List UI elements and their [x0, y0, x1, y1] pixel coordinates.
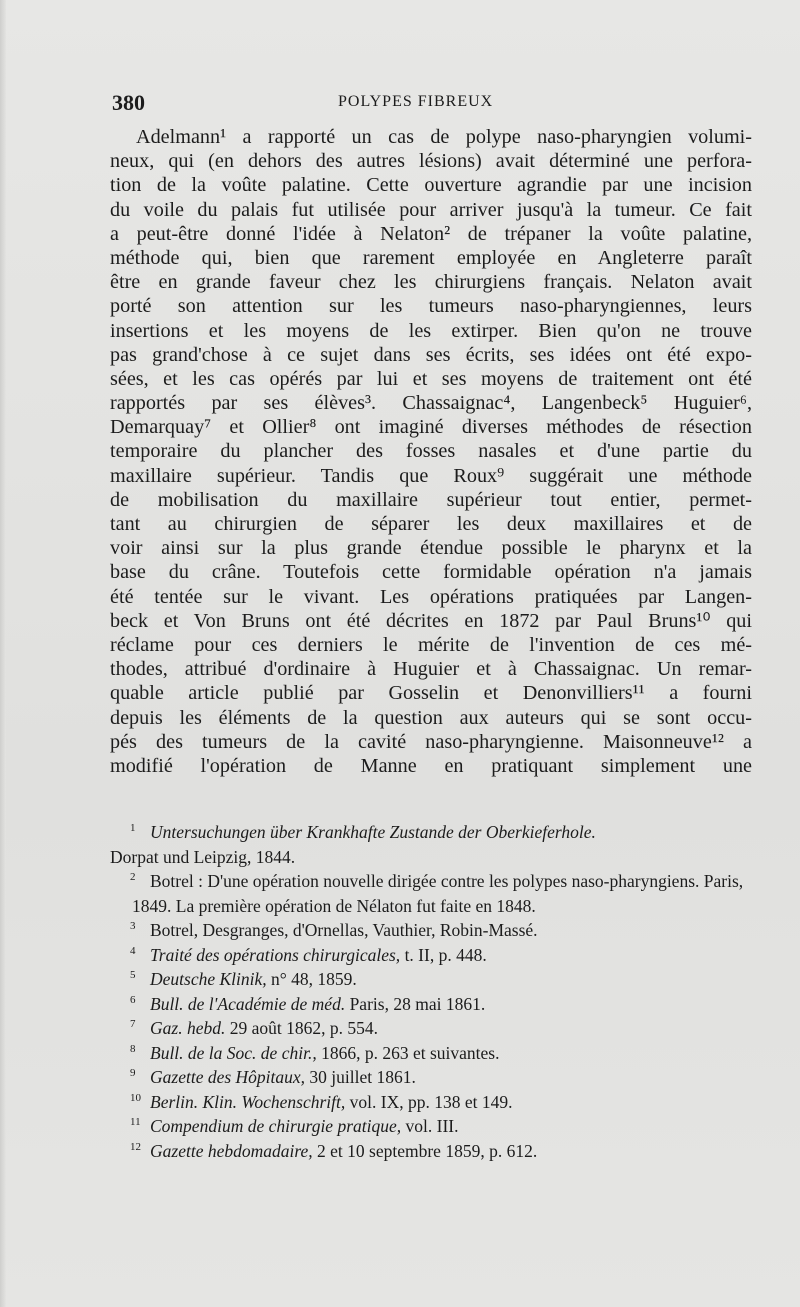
footnote-number: 3 [130, 920, 136, 932]
footnote-title: Deutsche Klinik, [150, 969, 267, 989]
text-line: rapportés par ses élèves³. Chassaignac⁴, Langenbeck⁵ Huguier⁶, [110, 392, 752, 415]
footnote-title: Compendium de chirurgie pratique, [150, 1116, 402, 1136]
footnote-text: Botrel, Desgranges, d'Ornellas, Vauthier, Robin-Massé. [150, 920, 538, 940]
text-line: porté son attention sur les tumeurs naso-pharyngiennes, leurs [110, 295, 752, 318]
footnote [110, 992, 752, 1017]
text-line: a peut-être donné l'idée à Nelaton² de trépaner la voûte palatine, [110, 222, 752, 245]
page-number: 380 [112, 90, 145, 115]
footnote-number: 9 [130, 1067, 136, 1079]
text-line: insertions et les moyens de les extirper. Bien qu'on ne trouve [110, 319, 752, 342]
text-line: neux, qui (en dehors des autres lésions) avait déterminé une perfora- [110, 150, 752, 173]
text-line: Adelmann¹ a rapporté un cas de polype naso-pharyngien volumi- [136, 126, 752, 148]
footnote [110, 820, 752, 869]
footnote-title: Gaz. hebd. [150, 1018, 226, 1038]
footnote-text: 1866, p. 263 et suivantes. [321, 1042, 500, 1063]
footnote-number: 11 [130, 1116, 141, 1128]
text-line: tion de la voûte palatine. Cette ouverture agrandie par une incision [110, 174, 752, 197]
text-line: du voile du palais fut utilisée pour arriver jusqu'à la tumeur. Ce fait [110, 198, 752, 221]
text-line: méthode qui, bien que rarement employée en Angleterre paraît [110, 246, 752, 269]
footnote-title: Bull. de la Soc. de chir., [150, 1042, 317, 1063]
footnote-text: Paris, 28 mai 1861. [349, 993, 486, 1014]
footnotes [110, 820, 752, 1163]
text-line: beck et Von Bruns ont été décrites en 1872 par Paul Bruns¹⁰ qui [110, 609, 752, 632]
footnote [110, 1065, 752, 1090]
footnote-number: 8 [130, 1042, 136, 1055]
footnote-number: 2 [130, 871, 136, 883]
footnote-text: vol. III. [405, 1116, 459, 1136]
footnote [110, 1139, 752, 1164]
footnote-number: 1 [130, 822, 136, 834]
footnote-title: Berlin. Klin. Wochenschrift, [150, 1091, 346, 1112]
footnote-text: 29 août 1862, p. 554. [229, 1018, 378, 1038]
footnote-text: Botrel : D'une opération nouvelle dirigée contre les polypes naso-pharyngiens. Paris, 1849. La première opération de Nélaton fut faite en 1848. [132, 871, 744, 916]
footnote [110, 869, 752, 918]
footnote [110, 1090, 752, 1115]
footnote-title: Bull. de l'Académie de méd. [150, 993, 346, 1014]
footnote-number: 5 [130, 969, 136, 981]
footnote [110, 918, 752, 943]
text-line: modifié l'opération de Manne en pratiquant simplement une [110, 754, 752, 777]
footnote-text: vol. IX, pp. 138 et 149. [349, 1091, 513, 1112]
text-line: réclame pour ces derniers le mérite de l'invention de ces mé- [110, 633, 752, 656]
text-line: thodes, attribué d'ordinaire à Huguier et à Chassaignac. Un remar- [110, 658, 752, 681]
text-line: sées, et les cas opérés par lui et ses moyens de traitement ont été [110, 367, 752, 390]
footnote-number: 4 [130, 944, 136, 957]
text-line: maxillaire supérieur. Tandis que Roux⁹ suggérait une méthode [110, 464, 752, 487]
text-line: voir ainsi sur la plus grande étendue possible le pharynx et la [110, 537, 752, 560]
text-line: depuis les éléments de la question aux auteurs qui se sont occu- [110, 706, 752, 729]
main-text [110, 125, 752, 778]
footnote [110, 1041, 752, 1066]
text-line: été tentée sur le vivant. Les opérations pratiquées par Langen- [110, 585, 752, 608]
footnote-number: 12 [130, 1140, 141, 1153]
text-line: tant au chirurgien de séparer les deux maxillaires et de [110, 513, 752, 535]
footnote-text: t. II, p. 448. [404, 944, 487, 965]
text-line: quable article publié par Gosselin et Denonvilliers¹¹ a fourni [110, 682, 752, 705]
footnote-number: 6 [130, 993, 136, 1006]
footnote-number: 7 [130, 1018, 136, 1030]
footnote [110, 1114, 752, 1139]
footnote [110, 1016, 752, 1041]
footnote-title: Gazette hebdomadaire, [150, 1140, 313, 1161]
page-header [112, 90, 752, 116]
text-line: pas grand'chose à ce sujet dans ses écrits, ses idées ont été expo- [110, 343, 752, 366]
text-line: pés des tumeurs de la cavité naso-pharyngienne. Maisonneuve¹² a [110, 730, 752, 753]
footnote-text: Dorpat und Leipzig, 1844. [110, 846, 296, 867]
text-line: Demarquay⁷ et Ollier⁸ ont imaginé diverses méthodes de résection [110, 416, 752, 439]
text-line: temporaire du plancher des fosses nasales et d'une partie du [110, 440, 752, 463]
footnote-text: 30 juillet 1861. [309, 1067, 416, 1087]
text-line: base du crâne. Toutefois cette formidable opération n'a jamais [110, 561, 752, 584]
text-line: de mobilisation du maxillaire supérieur tout entier, permet- [110, 488, 752, 511]
footnote-text: 2 et 10 septembre 1859, p. 612. [317, 1140, 538, 1161]
page-edge-shadow [0, 0, 6, 1307]
footnote [110, 967, 752, 992]
footnote-number: 10 [130, 1091, 141, 1104]
footnote-text: n° 48, 1859. [271, 969, 357, 989]
footnote [110, 943, 752, 968]
footnote-title: Untersuchungen über Krankhafte Zustande der Oberkieferhole. [150, 822, 596, 842]
footnote-title: Gazette des Hôpitaux, [150, 1067, 306, 1087]
running-title: POLYPES FIBREUX [338, 93, 494, 110]
text-line: être en grande faveur chez les chirurgiens français. Nelaton avait [110, 271, 752, 294]
footnote-title: Traité des opérations chirurgicales, [150, 944, 401, 965]
